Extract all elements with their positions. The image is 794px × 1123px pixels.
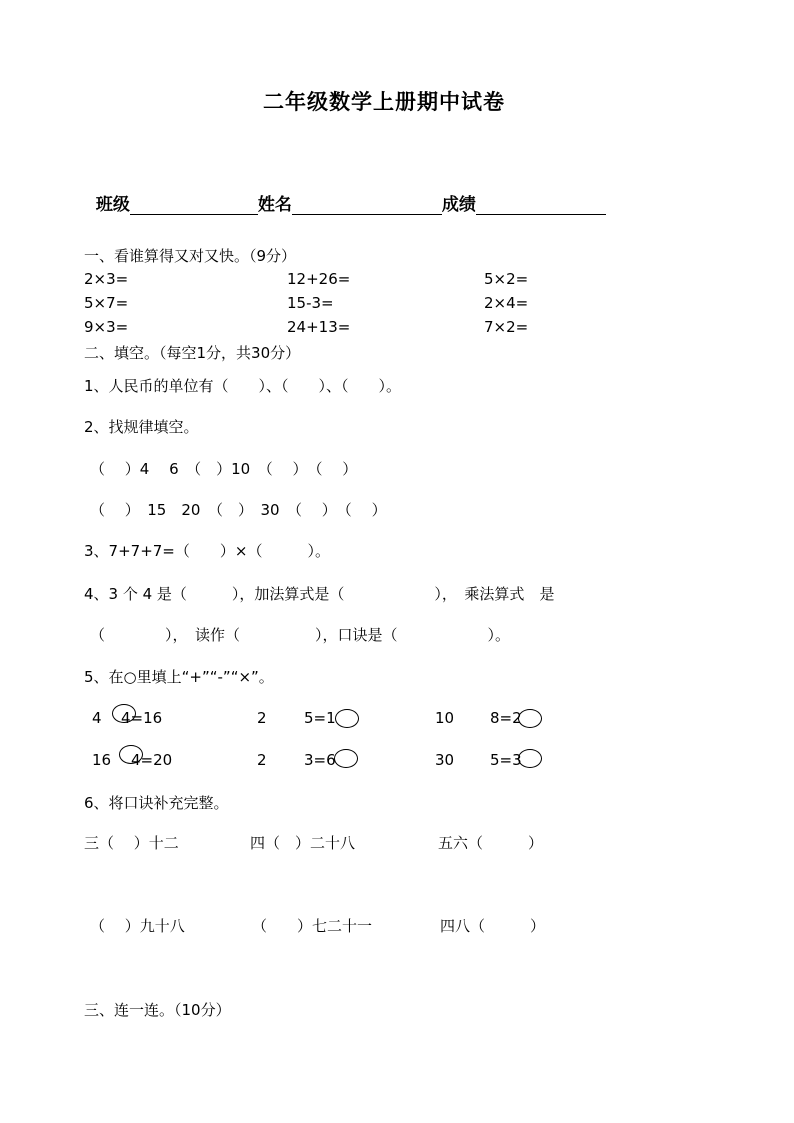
section-3-heading: 三、连一连。（10分） xyxy=(84,1001,231,1019)
mnemonic-item: （ ）七二十一 xyxy=(252,917,373,935)
calc-item: 2×3= xyxy=(84,270,129,288)
operator-circle[interactable] xyxy=(518,709,542,728)
calc-item: 24+13= xyxy=(287,318,351,336)
section-1-heading: 一、看谁算得又对又快。（9分） xyxy=(84,247,297,265)
circle-problem-operand: 2 xyxy=(257,709,267,727)
circle-problem-operand: 10 xyxy=(435,709,455,727)
score-label: 成绩 xyxy=(441,195,476,215)
name-label: 姓名 xyxy=(257,195,292,215)
score-blank xyxy=(476,196,606,215)
circle-problem-result: 8=2 xyxy=(490,709,522,727)
operator-circle[interactable] xyxy=(334,749,358,768)
mnemonic-item: 三（ ）十二 xyxy=(84,834,179,852)
circle-problem-operand: 30 xyxy=(435,751,455,769)
calc-item: 2×4= xyxy=(484,294,529,312)
circle-problem-result: 4=20 xyxy=(131,751,173,769)
calc-item: 5×2= xyxy=(484,270,529,288)
operator-circle[interactable] xyxy=(518,749,542,768)
circle-problem-result: 4=16 xyxy=(121,709,163,727)
pattern-row-2: （ ） 15 20 （ ） 30 （ ） （ ） xyxy=(90,501,387,519)
mnemonic-item: 五六（ ） xyxy=(438,834,544,852)
class-blank xyxy=(130,196,258,215)
question-4-line-2: （ ）， 读作（ ），口诀是（ ）。 xyxy=(90,626,511,644)
question-6: 6、将口诀补充完整。 xyxy=(84,794,229,812)
page-title: 二年级数学上册期中试卷 xyxy=(263,89,505,114)
calc-item: 9×3= xyxy=(84,318,129,336)
mnemonic-item: （ ）九十八 xyxy=(90,917,185,935)
circle-problem-result: 5=1 xyxy=(304,709,336,727)
circle-problem-result: 5=3 xyxy=(490,751,522,769)
question-2: 2、找规律填空。 xyxy=(84,418,199,436)
pattern-row-1: （ ）4 6 （ ）10 （ ） （ ） xyxy=(90,460,358,478)
name-blank xyxy=(292,196,442,215)
calc-item: 15-3= xyxy=(287,294,334,312)
class-label: 班级 xyxy=(95,195,130,215)
operator-circle[interactable] xyxy=(335,709,359,728)
circle-problem-operand: 4 xyxy=(92,709,102,727)
question-1: 1、人民币的单位有（ ）、（ ）、（ ）。 xyxy=(84,377,402,395)
circle-problem-result: 3=6 xyxy=(304,751,336,769)
calc-item: 7×2= xyxy=(484,318,529,336)
calc-item: 5×7= xyxy=(84,294,129,312)
question-3: 3、7+7+7=（ ）×（ ）。 xyxy=(84,542,330,560)
question-5: 5、在○里填上“+”“-”“×”。 xyxy=(84,668,274,686)
calc-item: 12+26= xyxy=(287,270,351,288)
circle-problem-operand: 16 xyxy=(92,751,112,769)
section-2-heading: 二、填空。（每空1分，共30分） xyxy=(84,344,301,362)
question-4-line-1: 4、3 个 4 是（ ），加法算式是（ ）， 乘法算式 是 xyxy=(84,585,555,603)
student-info xyxy=(84,170,606,215)
mnemonic-item: 四（ ）二十八 xyxy=(250,834,356,852)
circle-problem-operand: 2 xyxy=(257,751,267,769)
mnemonic-item: 四八（ ） xyxy=(440,917,546,935)
